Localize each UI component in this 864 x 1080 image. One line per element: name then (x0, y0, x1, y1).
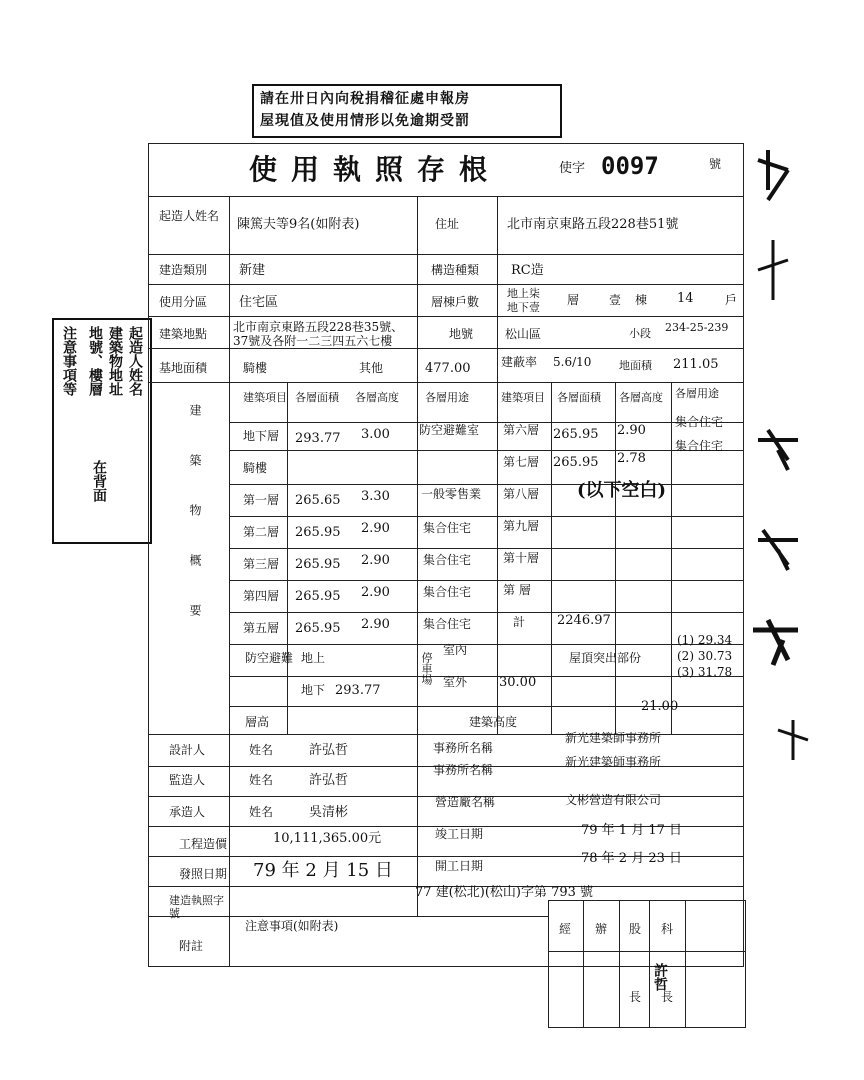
remark-label: 附註 (179, 939, 204, 953)
households-unit: 戶 (725, 293, 738, 307)
issue-value: 79 年 2 月 15 日 (253, 860, 393, 881)
floor-area-label: 地面積 (619, 359, 652, 372)
floor-area-value: 211.05 (673, 357, 719, 372)
office-label: 事務所名稱 (433, 741, 494, 755)
structure-value: RC造 (511, 263, 544, 278)
floor-7-use: 集合住宅 (675, 439, 724, 453)
floor-1: 第一層 (243, 493, 280, 507)
start-label: 開工日期 (435, 859, 484, 873)
floor-7-area: 265.95 (553, 455, 599, 470)
story-height-label: 層高 (245, 715, 270, 729)
floor-5: 第五層 (243, 621, 280, 635)
remark-value: 注意事項(如附表) (245, 919, 339, 933)
floor-6-area: 265.95 (553, 427, 599, 442)
total-label: 計 (513, 615, 526, 629)
blank-note: (以下空白) (577, 480, 667, 501)
address-label: 住址 (435, 217, 460, 231)
floor-1-use: 一般零售業 (421, 487, 482, 501)
floor-10: 第十層 (503, 551, 540, 565)
supervisor-name-label: 姓名 (249, 773, 274, 787)
roof-1: (1) 29.34 (677, 633, 733, 647)
shelter-label: 防空避難 (245, 651, 294, 665)
floor-b1-height: 3.00 (361, 427, 390, 442)
col-items: 建築項目 (243, 391, 287, 404)
permit-label: 建造執照字號 (169, 894, 224, 920)
done-label: 竣工日期 (435, 827, 484, 841)
permit-value: 77 建(松北)(松山)字第 793 號 (415, 885, 594, 900)
floors-unit: 層 (567, 293, 580, 307)
households-value: 14 (677, 291, 694, 306)
cost-value: 10,111,365.00元 (273, 831, 382, 846)
shelter-below: 地下 (301, 683, 326, 697)
floor-7-height: 2.78 (617, 451, 646, 466)
floor-5-area: 265.95 (295, 621, 341, 636)
col-use: 各層用途 (425, 391, 469, 404)
building-height-value: 21.00 (641, 699, 679, 714)
start-value: 78 年 2 月 23 日 (581, 851, 683, 866)
floor-4-use: 集合住宅 (423, 585, 472, 599)
floor-6-height: 2.90 (617, 423, 646, 438)
area-label: 基地面積 (159, 361, 208, 375)
zone-value: 住宅區 (239, 295, 279, 310)
done-value: 79 年 1 月 17 日 (581, 823, 683, 838)
floor-3-area: 265.95 (295, 557, 341, 572)
floor-5-height: 2.90 (361, 617, 390, 632)
lot-number: 234-25-239 (665, 321, 729, 334)
shelter-below-area: 293.77 (335, 683, 381, 698)
zone-label: 使用分區 (159, 295, 208, 309)
floor-arcade: 騎樓 (243, 461, 268, 475)
floor-6-use: 集合住宅 (675, 415, 724, 429)
approval-grid (548, 900, 746, 1028)
total-value: 2246.97 (557, 613, 611, 628)
builder-label: 承造人 (169, 805, 206, 819)
lot-sub: 小段 (629, 327, 651, 340)
col-height-2: 各層高度 (619, 391, 663, 404)
parking-outdoor: 室外 (443, 675, 468, 689)
left-note-col4: 在背面 (91, 460, 107, 502)
site-label: 建築地點 (159, 327, 208, 341)
grid-label-d: 長 (629, 990, 642, 1004)
grid-label-f: 長 (661, 990, 674, 1004)
left-note-col2: 建築物地址 (107, 326, 123, 396)
floor-4: 第四層 (243, 589, 280, 603)
factory-label: 營造廠名稱 (435, 795, 496, 809)
coverage-value: 5.6/10 (553, 355, 592, 369)
floor-b1-use: 防空避難室 (419, 423, 480, 437)
col-items-2: 建築項目 (501, 391, 545, 404)
floor-6: 第六層 (503, 423, 540, 437)
notice-line-1: 請在卅日內向稅捐稽征處申報房 (260, 91, 470, 107)
arcade-label: 騎樓 (243, 361, 268, 375)
floor-9: 第九層 (503, 519, 540, 533)
address-value: 北市南京東路五段228巷51號 (507, 217, 679, 232)
supervisor-value: 許弘哲 (309, 773, 349, 788)
tax-notice-stamp (252, 84, 562, 138)
floor-4-area: 265.95 (295, 589, 341, 604)
number-suffix: 號 (709, 157, 722, 171)
building-side-label: 建築物概要 (188, 404, 202, 654)
left-note-col3: 地號、樓層 (87, 326, 103, 396)
col-area: 各層面積 (295, 391, 339, 404)
site-area-value: 477.00 (425, 361, 471, 376)
grid-label-a: 經 (559, 922, 572, 936)
office-value: 新光建築師事務所 (565, 731, 662, 745)
floor-b1-area: 293.77 (295, 431, 341, 446)
factory-value: 文彬營造有限公司 (565, 793, 662, 807)
floor-3: 第三層 (243, 557, 280, 571)
roof-label: 屋頂突出部份 (569, 651, 642, 665)
cost-label: 工程造價 (179, 837, 228, 851)
floor-2-height: 2.90 (361, 521, 390, 536)
category-value: 新建 (239, 263, 266, 278)
roof-3: (3) 31.78 (677, 665, 733, 679)
parking-label: 停車場 (420, 652, 433, 685)
supervisor-label: 監造人 (169, 773, 206, 787)
site-value: 北市南京東路五段228巷35號、37號及各附一二三四五六七樓 (233, 320, 404, 348)
floor-8: 第八層 (503, 487, 540, 501)
floors-below: 地下壹 (507, 301, 540, 314)
category-label: 建造類別 (159, 263, 208, 277)
floor-5-use: 集合住宅 (423, 617, 472, 631)
designer-value: 許弘哲 (309, 743, 349, 758)
lot-district: 松山區 (505, 327, 542, 341)
parking-indoor: 室內 (443, 643, 468, 657)
floor-3-height: 2.90 (361, 553, 390, 568)
office2-label: 事務所名稱 (433, 763, 494, 777)
floor-3-use: 集合住宅 (423, 553, 472, 567)
col-height: 各層高度 (355, 391, 399, 404)
building-height-label: 建築高度 (469, 715, 518, 729)
owner-label: 起造人姓名 (159, 209, 220, 223)
form-title: 使用執照存根 (249, 153, 502, 186)
floor-7: 第七層 (503, 455, 540, 469)
floor-2-use: 集合住宅 (423, 521, 472, 535)
buildings-unit: 棟 (635, 293, 648, 307)
lot-label: 地號 (449, 327, 474, 341)
floors-above: 地上柒 (507, 287, 540, 300)
grid-label-e: 科 (661, 922, 674, 936)
issue-label: 發照日期 (179, 867, 228, 881)
edge-marks (748, 150, 858, 850)
designer-label: 設計人 (169, 743, 206, 757)
bleed-through-marks (748, 150, 858, 850)
permit-form (148, 143, 744, 967)
buildings-value: 壹 (609, 293, 622, 307)
builder-name-label: 姓名 (249, 805, 274, 819)
office2-value: 新光建築師事務所 (565, 755, 662, 769)
other-label: 其他 (359, 361, 384, 375)
floor-n: 第 層 (503, 583, 531, 597)
floors-label: 層棟戶數 (431, 295, 480, 309)
left-note-col5: 注意事項等 (61, 326, 77, 396)
builder-value: 吳清彬 (309, 805, 349, 820)
floor-2-area: 265.95 (295, 525, 341, 540)
owner-value: 陳篤夫等9名(如附表) (237, 217, 360, 232)
notice-line-2: 屋現值及使用情形以免逾期受罰 (260, 113, 470, 129)
col-use-2: 各層用途 (675, 387, 719, 400)
floor-4-height: 2.90 (361, 585, 390, 600)
floor-1-height: 3.30 (361, 489, 390, 504)
shelter-above: 地上 (301, 651, 326, 665)
left-note-stamp (52, 318, 152, 544)
floor-b1: 地下層 (243, 429, 280, 443)
seal-stamp: 許哲 (652, 963, 668, 991)
floor-2: 第二層 (243, 525, 280, 539)
permit-number: 0097 (601, 152, 659, 180)
grid-label-b: 辦 (595, 922, 608, 936)
designer-name-label: 姓名 (249, 743, 274, 757)
grid-label-c: 股 (629, 922, 642, 936)
roof-2: (2) 30.73 (677, 649, 733, 663)
coverage-label: 建蔽率 (501, 355, 538, 369)
parking-outdoor-area: 30.00 (499, 675, 537, 690)
left-note-col1: 起造人姓名 (127, 326, 143, 396)
col-area-2: 各層面積 (557, 391, 601, 404)
floor-1-area: 265.65 (295, 493, 341, 508)
structure-label: 構造種類 (431, 263, 480, 277)
number-prefix: 使字 (559, 161, 586, 176)
